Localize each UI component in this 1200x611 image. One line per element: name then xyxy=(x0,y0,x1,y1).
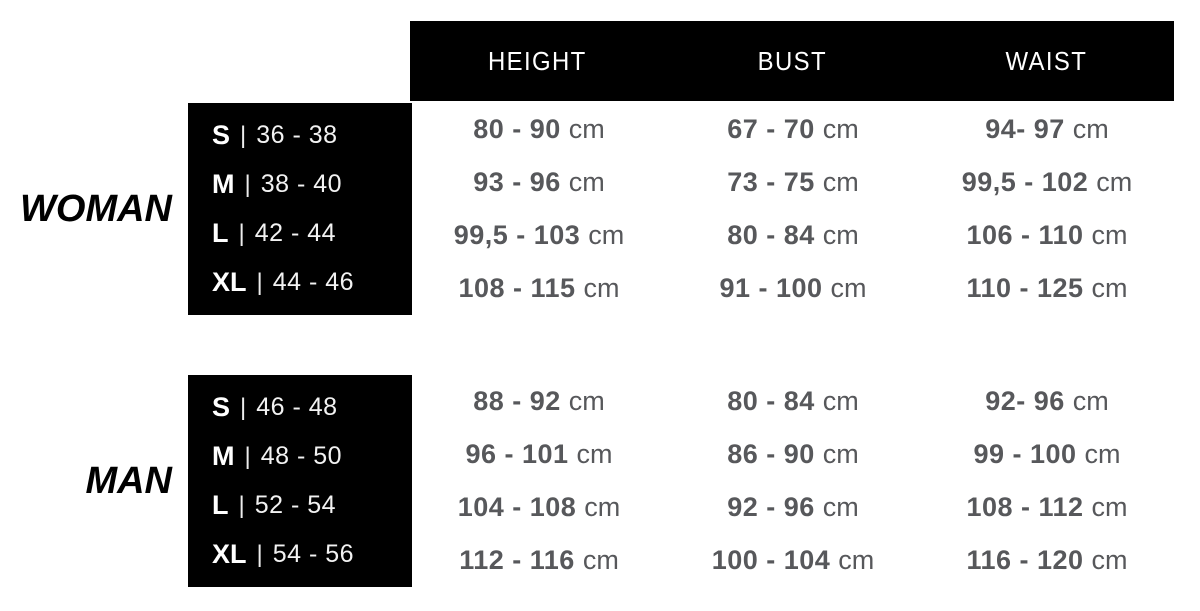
size-range: 42 - 44 xyxy=(254,219,337,247)
size-row-woman-s xyxy=(212,111,412,160)
size-letter: L xyxy=(212,218,229,248)
cell-man-m-height: 96 - 101 cm xyxy=(465,439,613,469)
size-box-woman xyxy=(188,103,412,315)
measurements-man xyxy=(412,375,1174,587)
cell-woman-m-height: 93 - 96 cm xyxy=(473,167,605,197)
size-letter: S xyxy=(212,120,231,150)
size-separator: | xyxy=(244,442,251,470)
size-separator: | xyxy=(244,170,251,198)
unit-label: cm xyxy=(584,492,621,522)
size-row-man-m xyxy=(212,432,412,481)
size-range: 38 - 40 xyxy=(260,170,343,198)
size-letter: XL xyxy=(212,267,247,297)
cell-woman-s-bust: 67 - 70 cm xyxy=(727,114,859,144)
cell-man-s-bust: 80 - 84 cm xyxy=(727,386,859,416)
cell-man-xl-bust: 100 - 104 cm xyxy=(711,545,875,575)
cell-woman-xl-bust: 91 - 100 cm xyxy=(719,273,867,303)
unit-label: cm xyxy=(576,439,613,469)
size-letter: M xyxy=(212,441,235,471)
cell-woman-xl-waist: 110 - 125 cm xyxy=(966,273,1128,303)
size-range: 36 - 38 xyxy=(256,121,338,149)
cell-man-m-bust: 86 - 90 cm xyxy=(727,439,859,469)
size-row-woman-xl xyxy=(212,258,412,307)
size-letter: M xyxy=(212,169,235,199)
unit-label: cm xyxy=(822,492,859,522)
unit-label: cm xyxy=(582,545,619,575)
unit-label: cm xyxy=(568,167,605,197)
size-separator: | xyxy=(240,393,247,421)
size-separator: | xyxy=(240,121,247,149)
column-header-height: HEIGHT xyxy=(487,45,587,76)
unit-label: cm xyxy=(822,114,859,144)
size-letter: XL xyxy=(212,539,247,569)
cell-woman-l-waist: 106 - 110 cm xyxy=(966,220,1128,250)
unit-label: cm xyxy=(588,220,625,250)
cell-woman-l-bust: 80 - 84 cm xyxy=(727,220,859,250)
cell-woman-s-height: 80 - 90 cm xyxy=(473,114,605,144)
unit-label: cm xyxy=(1084,439,1121,469)
cell-man-m-waist: 99 - 100 cm xyxy=(973,439,1121,469)
size-separator: | xyxy=(256,268,263,296)
unit-label: cm xyxy=(830,273,867,303)
section-label-man: MAN xyxy=(85,459,172,502)
table-header xyxy=(410,21,1174,101)
cell-man-s-height: 88 - 92 cm xyxy=(473,386,605,416)
cell-man-l-waist: 108 - 112 cm xyxy=(966,492,1128,522)
cell-woman-s-waist: 94- 97 cm xyxy=(985,114,1109,144)
unit-label: cm xyxy=(1072,114,1109,144)
cell-man-xl-waist: 116 - 120 cm xyxy=(966,545,1128,575)
size-letter: S xyxy=(212,392,231,422)
unit-label: cm xyxy=(568,386,605,416)
unit-label: cm xyxy=(1091,545,1128,575)
size-separator: | xyxy=(238,491,245,519)
unit-label: cm xyxy=(838,545,875,575)
unit-label: cm xyxy=(1091,492,1128,522)
unit-label: cm xyxy=(822,439,859,469)
size-row-man-s xyxy=(212,383,412,432)
unit-label: cm xyxy=(1096,167,1133,197)
section-man xyxy=(0,375,1200,587)
cell-woman-m-waist: 99,5 - 102 cm xyxy=(961,167,1133,197)
unit-label: cm xyxy=(822,167,859,197)
cell-woman-m-bust: 73 - 75 cm xyxy=(727,167,859,197)
size-range: 46 - 48 xyxy=(256,393,338,421)
section-label-woman: WOMAN xyxy=(20,187,172,230)
cell-man-l-bust: 92 - 96 cm xyxy=(727,492,859,522)
size-row-woman-m xyxy=(212,160,412,209)
unit-label: cm xyxy=(822,386,859,416)
size-separator: | xyxy=(256,540,263,568)
size-letter: L xyxy=(212,490,229,520)
size-range: 44 - 46 xyxy=(272,268,355,296)
size-row-man-xl xyxy=(212,530,412,579)
size-row-woman-l xyxy=(212,209,412,258)
size-range: 54 - 56 xyxy=(272,540,355,568)
unit-label: cm xyxy=(1072,386,1109,416)
cell-woman-l-height: 99,5 - 103 cm xyxy=(453,220,625,250)
size-separator: | xyxy=(238,219,245,247)
cell-woman-xl-height: 108 - 115 cm xyxy=(458,273,620,303)
size-box-man xyxy=(188,375,412,587)
size-range: 52 - 54 xyxy=(254,491,337,519)
size-range: 48 - 50 xyxy=(260,442,343,470)
measurements-woman xyxy=(412,103,1174,315)
unit-label: cm xyxy=(822,220,859,250)
cell-man-xl-height: 112 - 116 cm xyxy=(459,545,619,575)
unit-label: cm xyxy=(568,114,605,144)
section-woman xyxy=(0,103,1200,315)
unit-label: cm xyxy=(1091,220,1128,250)
unit-label: cm xyxy=(1091,273,1128,303)
column-header-waist: WAIST xyxy=(1005,45,1088,76)
cell-man-s-waist: 92- 96 cm xyxy=(985,386,1109,416)
unit-label: cm xyxy=(583,273,620,303)
cell-man-l-height: 104 - 108 cm xyxy=(457,492,621,522)
size-row-man-l xyxy=(212,481,412,530)
column-header-bust: BUST xyxy=(757,45,827,76)
